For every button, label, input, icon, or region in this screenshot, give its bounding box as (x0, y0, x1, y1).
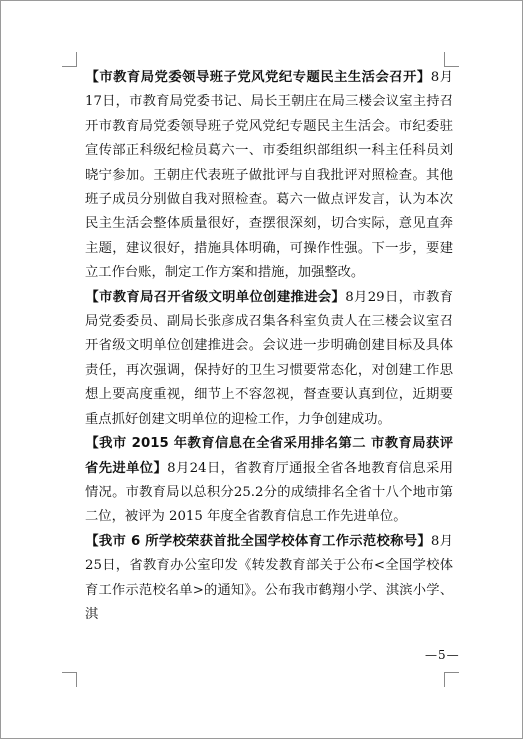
news-item-3 (85, 432, 453, 530)
crop-mark-bottom-left (62, 672, 77, 687)
news-item-4 (85, 530, 453, 628)
news-item-1 (85, 66, 453, 286)
news-item-text: 8月25日，省教育办公室印发《转发教育部关于公布<全国学校体育工作示范校名单>的通知》。公布我市鹤翔小学、淇滨小学、淇 (85, 533, 453, 622)
news-item-2 (85, 286, 453, 432)
crop-mark-bottom-right (444, 672, 459, 687)
crop-mark-top-right (444, 52, 459, 67)
news-item-text: 8月17日，市教育局党委书记、局长王朝庄在局三楼会议室主持召开市教育局党委领导班子党风党纪专题民主生活会。市纪委驻宣传部正科级纪检员葛六一、市委组织部组织一科主任科员刘晓宁参加。王朝庄代表班子做批评与自我批评对照检查。其他班子成员分别做自我对照检查。葛六一做点评发言，认为本次民主生活会整体质量很好，查摆很深刻，切合实际，意见直奔主题，建议很好，措施具体明确，可操作性强。下一步，要建立工作台账，制定工作方案和措施，加强整改。 (85, 70, 454, 281)
news-item-heading: 【市教育局党委领导班子党风党纪专题民主生活会召开】 (85, 70, 431, 85)
page-number: —5— (425, 648, 460, 662)
news-item-text: 8月29日，市教育局党委委员、副局长张彦成召集各科室负责人在三楼会议室召开省级文明单位创建推进会。会议进一步明确创建目标及具体责任，再次强调，保持好的卫生习惯要常态化，对创建工作思想上要高度重视，细节上不容忽视，督查要认真到位，近期要重点抓好创建文明单位的迎检工作，力争创建成功。 (85, 289, 453, 427)
crop-mark-top-left (62, 52, 77, 67)
news-item-heading: 【我市 6 所学校荣获首批全国学校体育工作示范校称号】 (85, 533, 431, 549)
news-item-text: 8月24日，省教育厅通报全省各地教育信息采用情况。市教育局以总积分25.2分的成绩排名全省十八个地市第二位，被评为 2015 年度全省教育信息工作先进单位。 (85, 460, 453, 525)
news-item-heading: 【市教育局召开省级文明单位创建推进会】 (85, 289, 346, 305)
document-body (85, 66, 453, 627)
news-item-heading: 【我市 2015 年教育信息在全省采用排名第二 市教育局获评省先进单位】 (85, 436, 453, 476)
